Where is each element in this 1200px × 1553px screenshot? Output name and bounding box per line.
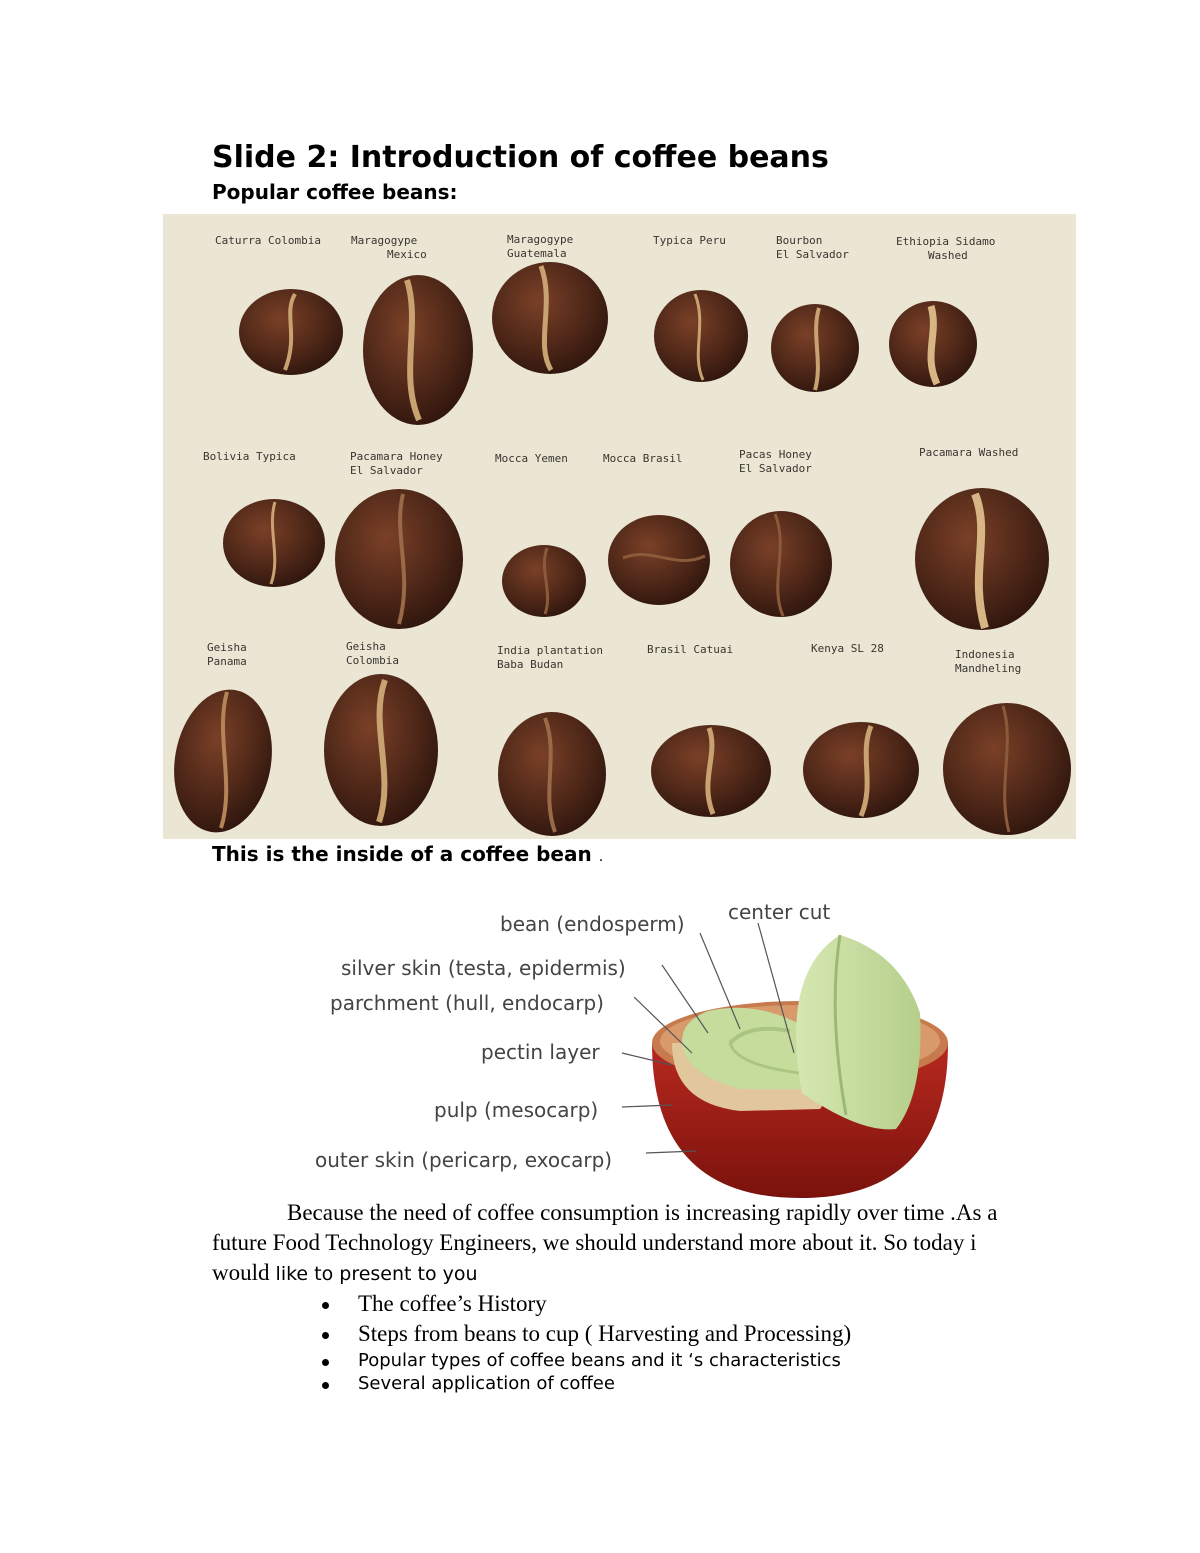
- paragraph-serif-text: Because the need of coffee consumption is increasing rapidly over time .As a future Food Technology Engineers, we should understand more about it. So today i would: [212, 1200, 998, 1285]
- bean-label: Mocca Yemen: [495, 452, 568, 465]
- bean-label: Bourbon: [776, 234, 823, 247]
- paragraph-sans-text: like to present to you: [269, 1263, 478, 1285]
- bean-label: Caturra Colombia: [215, 234, 321, 247]
- bullet-dot: [322, 1359, 329, 1366]
- bean-label: Colombia: [346, 654, 399, 667]
- label-bean-endosperm: bean (endosperm): [500, 912, 685, 936]
- bean-ethiopia-sidamo-washed: [889, 301, 977, 387]
- bean-label: Mexico: [387, 248, 427, 261]
- bean-maragogype-mexico: [363, 275, 473, 425]
- label-silver-skin: silver skin (testa, epidermis): [341, 956, 626, 980]
- bean-label: Bolivia Typica: [203, 450, 296, 463]
- bean-bourbon-el-salvador: [771, 304, 859, 392]
- bean-typica-peru: [654, 290, 748, 382]
- bullet-dot: [322, 1382, 329, 1389]
- bean-brasil-catuai: [651, 725, 771, 817]
- bean-maragogype-guatemala: [492, 262, 608, 374]
- bean-pacamara-washed: [915, 488, 1049, 630]
- bean-pacas-honey: [730, 511, 832, 617]
- bean-label: Mandheling: [955, 662, 1022, 675]
- bean-label: Pacamara Washed: [919, 446, 1019, 459]
- label-parchment: parchment (hull, endocarp): [330, 991, 604, 1015]
- bean-kenya-sl28: [803, 722, 919, 818]
- bean-label: Geisha: [346, 640, 386, 653]
- bean-label: Geisha: [207, 641, 247, 654]
- bean-label: Panama: [207, 655, 247, 668]
- bean-label: Washed: [928, 249, 968, 262]
- bean-label: Maragogype: [507, 233, 574, 246]
- bean-mocca-yemen: [502, 545, 586, 617]
- bullet-dot: [322, 1302, 329, 1309]
- bean-label: Pacamara Honey: [350, 450, 443, 463]
- bean-label: Guatemala: [507, 247, 567, 260]
- label-outer-skin: outer skin (pericarp, exocarp): [315, 1148, 613, 1172]
- caption-text: This is the inside of a coffee bean: [212, 842, 592, 866]
- bean-mocca-brasil: [608, 515, 710, 605]
- label-pectin-layer: pectin layer: [481, 1040, 600, 1064]
- cherry-illustration: [652, 935, 948, 1198]
- list-item-text: The coffee’s History: [358, 1291, 547, 1316]
- bean-label: El Salvador: [776, 248, 849, 261]
- intro-paragraph: [212, 1198, 1012, 1289]
- bullet-dot: [322, 1332, 329, 1339]
- coffee-cherry-diagram: [300, 893, 960, 1198]
- bean-label: El Salvador: [739, 462, 812, 475]
- list-item-text: Popular types of coffee beans and it ‘s characteristics: [358, 1350, 841, 1371]
- bean-label: Baba Budan: [497, 658, 564, 671]
- section-subtitle: Popular coffee beans:: [212, 180, 458, 204]
- bean-pacamara-honey: [335, 489, 463, 629]
- label-pulp: pulp (mesocarp): [434, 1098, 599, 1122]
- bean-caturra-colombia: [239, 289, 343, 375]
- bean-label: Kenya SL 28: [811, 642, 884, 655]
- bean-label: Indonesia: [955, 648, 1015, 661]
- bean-label: Maragogype: [351, 234, 418, 247]
- bean-bolivia-typica: [223, 499, 325, 587]
- list-item-text: Steps from beans to cup ( Harvesting and Processing): [358, 1321, 852, 1346]
- center-cut-shape: [796, 935, 920, 1129]
- bean-label: India plantation: [497, 644, 603, 657]
- bean-label: Typica Peru: [653, 234, 726, 247]
- bean-india-plantation: [498, 712, 606, 836]
- bean-label: Brasil Catuai: [647, 643, 734, 656]
- inside-bean-caption: [212, 842, 603, 866]
- bean-label: El Salvador: [350, 464, 423, 477]
- coffee-beans-photo: [163, 214, 1076, 839]
- list-item-text: Several application of coffee: [358, 1373, 615, 1394]
- caption-dot: .: [598, 849, 604, 865]
- label-center-cut: center cut: [728, 900, 831, 924]
- page-title: Slide 2: Introduction of coffee beans: [212, 140, 829, 175]
- bean-label: Mocca Brasil: [603, 452, 683, 465]
- bean-indonesia-mandheling: [943, 703, 1071, 835]
- bean-geisha-colombia: [324, 674, 438, 826]
- bean-label: Ethiopia Sidamo: [896, 235, 996, 248]
- bean-label: Pacas Honey: [739, 448, 812, 461]
